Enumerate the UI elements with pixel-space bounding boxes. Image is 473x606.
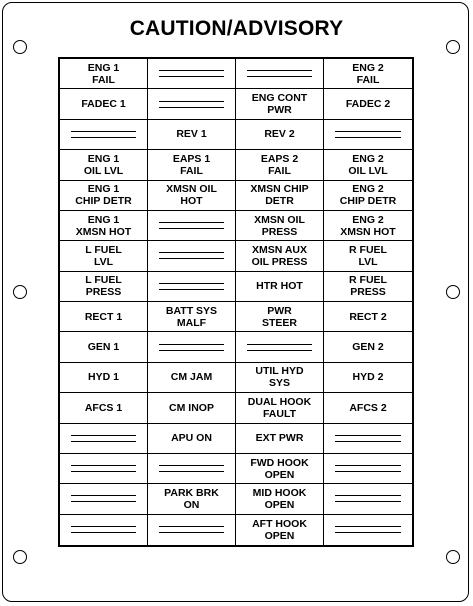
legend-cell	[148, 302, 236, 332]
blank-legend-line	[159, 465, 223, 466]
blank-legend-line	[247, 70, 311, 71]
legend-label: PARK BRK ON	[164, 486, 219, 511]
legend-label: GEN 2	[352, 341, 384, 354]
legend-label: EAPS 2 FAIL	[260, 152, 299, 177]
legend-label: MID HOOK OPEN	[252, 486, 307, 511]
legend-cell	[148, 393, 236, 423]
blank-legend-cell	[148, 454, 236, 484]
blank-legend-cell	[148, 241, 236, 271]
legend-cell	[60, 241, 148, 271]
legend-label: XMSN OIL PRESS	[254, 213, 305, 238]
blank-legend-cell	[236, 59, 324, 89]
legend-cell	[324, 302, 412, 332]
legend-label: GEN 1	[87, 341, 120, 354]
blank-legend-line	[159, 228, 223, 229]
blank-legend-line	[71, 441, 135, 442]
legend-cell	[60, 59, 148, 89]
blank-legend-line	[247, 76, 311, 77]
legend-label: PWR STEER	[261, 304, 297, 329]
legend-cell	[60, 363, 148, 393]
blank-legend-line	[335, 137, 400, 138]
blank-legend-line	[159, 258, 223, 259]
blank-legend-line	[159, 526, 223, 527]
legend-cell	[236, 393, 324, 423]
legend-cell	[324, 211, 412, 241]
blank-legend-cell	[236, 332, 324, 362]
blank-legend-line	[335, 495, 400, 496]
blank-legend-line	[71, 495, 135, 496]
legend-cell	[60, 393, 148, 423]
legend-cell	[60, 181, 148, 211]
legend-cell	[60, 302, 148, 332]
legend-cell	[148, 363, 236, 393]
legend-label: AFCS 2	[349, 401, 387, 414]
panel-title: CAUTION/ADVISORY	[129, 17, 344, 40]
caution-advisory-grid	[58, 57, 414, 547]
legend-label: ENG 1 FAIL	[87, 61, 120, 86]
blank-legend-cell	[60, 424, 148, 454]
legend-label: RECT 2	[349, 310, 387, 323]
legend-cell	[236, 302, 324, 332]
legend-cell	[236, 89, 324, 119]
blank-legend-cell	[324, 515, 412, 545]
legend-cell	[60, 272, 148, 302]
blank-legend-line	[159, 101, 223, 102]
blank-legend-line	[71, 435, 135, 436]
blank-legend-line	[335, 526, 400, 527]
blank-legend-line	[159, 107, 223, 108]
blank-legend-line	[159, 76, 223, 77]
legend-label: HTR HOT	[256, 280, 303, 293]
legend-cell	[236, 241, 324, 271]
legend-label: CM JAM	[170, 371, 213, 384]
legend-label: ENG CONT PWR	[251, 92, 308, 117]
blank-legend-line	[71, 526, 135, 527]
mounting-hole-top-right	[446, 40, 460, 54]
blank-legend-line	[335, 471, 400, 472]
legend-cell	[324, 181, 412, 211]
blank-legend-line	[159, 350, 223, 351]
legend-cell	[236, 150, 324, 180]
blank-legend-cell	[324, 454, 412, 484]
blank-legend-cell	[324, 484, 412, 514]
legend-label: EAPS 1 FAIL	[172, 152, 211, 177]
legend-cell	[60, 332, 148, 362]
legend-cell	[324, 150, 412, 180]
blank-legend-line	[247, 344, 311, 345]
blank-legend-cell	[148, 332, 236, 362]
blank-legend-line	[335, 441, 400, 442]
blank-legend-cell	[148, 272, 236, 302]
legend-cell	[148, 424, 236, 454]
legend-cell	[324, 272, 412, 302]
legend-label: R FUEL LVL	[349, 243, 387, 268]
legend-label: REV 1	[176, 128, 207, 141]
blank-legend-line	[335, 532, 400, 533]
blank-legend-line	[71, 465, 135, 466]
legend-cell	[236, 363, 324, 393]
legend-cell	[236, 120, 324, 150]
legend-label: BATT SYS MALF	[165, 304, 218, 329]
blank-legend-cell	[324, 120, 412, 150]
legend-label: FADEC 2	[345, 98, 391, 111]
legend-label: XMSN OIL HOT	[166, 183, 217, 208]
legend-cell	[148, 150, 236, 180]
legend-cell	[148, 120, 236, 150]
blank-legend-line	[159, 344, 223, 345]
legend-label: REV 2	[264, 128, 295, 141]
legend-label: UTIL HYD SYS	[255, 365, 304, 390]
blank-legend-line	[71, 131, 135, 132]
mounting-hole-bottom-left	[13, 550, 27, 564]
legend-label: CM INOP	[169, 401, 214, 414]
legend-cell	[324, 241, 412, 271]
legend-label: AFT HOOK OPEN	[252, 517, 307, 542]
legend-cell	[236, 272, 324, 302]
legend-cell	[236, 484, 324, 514]
blank-legend-cell	[60, 515, 148, 545]
legend-cell	[236, 454, 324, 484]
legend-label: ENG 1 CHIP DETR	[75, 183, 132, 208]
legend-label: DUAL HOOK FAULT	[247, 395, 312, 420]
blank-legend-cell	[60, 120, 148, 150]
legend-label: ENG 2 OIL LVL	[348, 152, 388, 177]
blank-legend-cell	[148, 515, 236, 545]
legend-label: FADEC 1	[81, 98, 126, 111]
legend-label: ENG 2 FAIL	[352, 61, 384, 86]
legend-cell	[324, 332, 412, 362]
legend-label: ENG 1 OIL LVL	[83, 152, 124, 177]
legend-cell	[148, 181, 236, 211]
blank-legend-line	[71, 471, 135, 472]
mounting-hole-middle-right	[446, 285, 460, 299]
blank-legend-line	[159, 471, 223, 472]
legend-label: L FUEL PRESS	[85, 274, 122, 299]
legend-cell	[60, 150, 148, 180]
legend-cell	[148, 484, 236, 514]
blank-legend-line	[159, 532, 223, 533]
blank-legend-line	[71, 137, 135, 138]
legend-label: APU ON	[171, 432, 212, 445]
blank-legend-line	[71, 501, 135, 502]
blank-legend-cell	[148, 89, 236, 119]
blank-legend-line	[159, 222, 223, 223]
blank-legend-line	[159, 70, 223, 71]
blank-legend-line	[159, 252, 223, 253]
blank-legend-line	[159, 283, 223, 284]
mounting-hole-bottom-right	[446, 550, 460, 564]
legend-label: RECT 1	[84, 310, 123, 323]
legend-label: L FUEL LVL	[85, 243, 122, 268]
blank-legend-line	[335, 131, 400, 132]
blank-legend-line	[335, 435, 400, 436]
legend-label: ENG 2 XMSN HOT	[340, 213, 396, 238]
blank-legend-line	[247, 350, 311, 351]
blank-legend-line	[71, 532, 135, 533]
legend-label: XMSN CHIP DETR	[250, 183, 309, 208]
legend-cell	[324, 393, 412, 423]
blank-legend-cell	[324, 424, 412, 454]
legend-label: HYD 2	[352, 371, 384, 384]
legend-label: ENG 2 CHIP DETR	[339, 183, 397, 208]
blank-legend-line	[335, 465, 400, 466]
legend-label: HYD 1	[88, 371, 119, 384]
legend-label: AFCS 1	[84, 401, 123, 414]
legend-label: R FUEL PRESS	[349, 274, 387, 299]
legend-cell	[324, 89, 412, 119]
mounting-hole-top-left	[13, 40, 27, 54]
mounting-hole-middle-left	[13, 285, 27, 299]
legend-cell	[236, 424, 324, 454]
blank-legend-cell	[60, 484, 148, 514]
legend-cell	[236, 515, 324, 545]
blank-legend-cell	[148, 211, 236, 241]
legend-label: XMSN AUX OIL PRESS	[251, 243, 308, 268]
legend-cell	[324, 363, 412, 393]
legend-cell	[60, 211, 148, 241]
blank-legend-line	[335, 501, 400, 502]
legend-cell	[324, 59, 412, 89]
blank-legend-line	[159, 289, 223, 290]
legend-cell	[236, 211, 324, 241]
legend-label: EXT PWR	[255, 432, 304, 445]
blank-legend-cell	[148, 59, 236, 89]
legend-label: ENG 1 XMSN HOT	[75, 213, 132, 238]
legend-label: FWD HOOK OPEN	[250, 456, 309, 481]
blank-legend-cell	[60, 454, 148, 484]
legend-cell	[60, 89, 148, 119]
legend-cell	[236, 181, 324, 211]
